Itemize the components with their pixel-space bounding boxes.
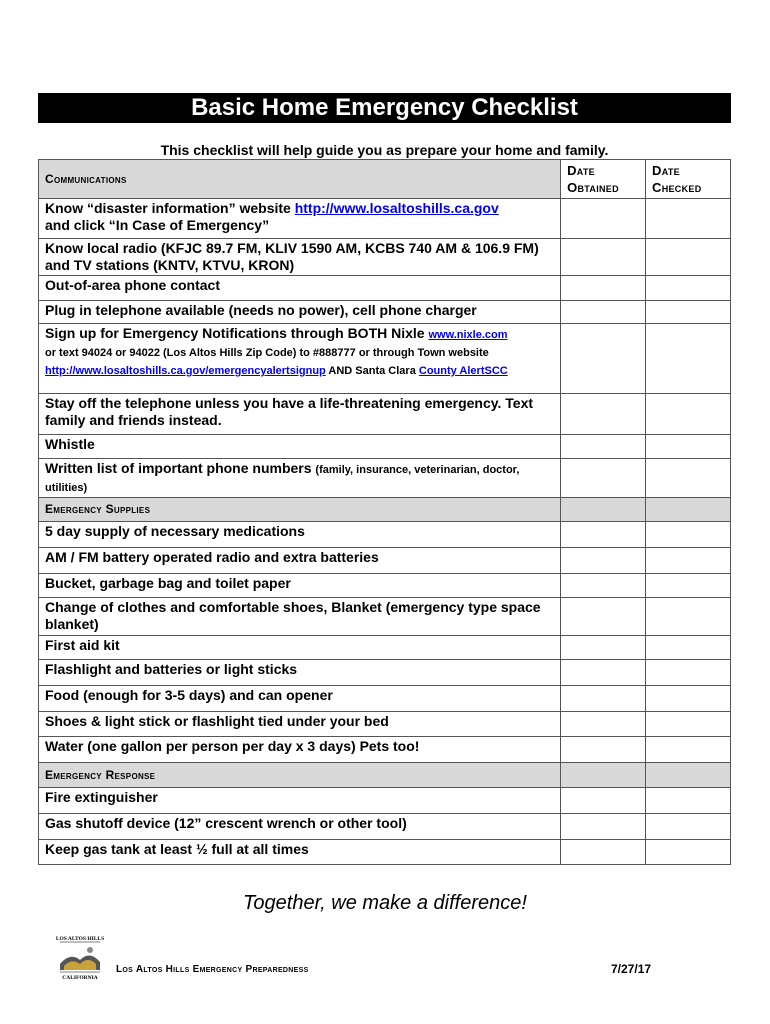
table-row — [39, 548, 731, 574]
table-row — [39, 276, 731, 301]
item-text: Change of clothes and comfortable shoes, Blanket (emergency type space blanket) — [39, 598, 561, 636]
page-title: Basic Home Emergency Checklist — [38, 93, 731, 123]
item-text: Water (one gallon per person per day x 3 days) Pets too! — [39, 737, 561, 763]
date-checked-cell[interactable] — [646, 598, 731, 636]
table-row — [39, 574, 731, 598]
item-text: Sign up for Emergency Notifications through BOTH Nixle www.nixle.com or text 94024 or 94022 (Los Altos Hills Zip Code) to #888777 or through Town website http://www.losaltoshills.ca.gov/emergencyalertsignup AND Santa Clara County AlertSCC — [39, 324, 561, 394]
table-row — [39, 737, 731, 763]
date-obtained-cell[interactable] — [561, 301, 646, 324]
section-label: Communications — [39, 160, 561, 199]
table-row — [39, 394, 731, 435]
town-seal-icon — [56, 934, 104, 982]
date-obtained-cell[interactable] — [561, 394, 646, 435]
date-obtained-cell[interactable] — [561, 598, 646, 636]
alertscc-link[interactable]: County AlertSCC — [418, 365, 508, 377]
date-checked-cell[interactable] — [646, 394, 731, 435]
date-obtained-cell[interactable] — [561, 814, 646, 840]
date-obtained-cell[interactable] — [561, 276, 646, 301]
footer-date: 7/27/17 — [611, 962, 652, 976]
item-text: Fire extinguisher — [39, 788, 561, 814]
date-checked-cell[interactable] — [646, 636, 731, 660]
date-checked-cell[interactable] — [646, 522, 731, 548]
svg-text:CALIFORNIA: CALIFORNIA — [62, 975, 98, 981]
date-obtained-header: Date Obtained — [561, 160, 646, 199]
date-obtained-cell[interactable] — [561, 239, 646, 276]
date-checked-cell[interactable] — [646, 574, 731, 598]
date-checked-cell[interactable] — [646, 737, 731, 763]
date-checked-cell[interactable] — [646, 660, 731, 686]
section-label: Emergency Supplies — [39, 498, 561, 522]
date-obtained-cell[interactable] — [561, 548, 646, 574]
date-obtained-cell[interactable] — [561, 522, 646, 548]
item-text: Food (enough for 3-5 days) and can opener — [39, 686, 561, 712]
item-text: Whistle — [39, 435, 561, 459]
item-text: Flashlight and batteries or light sticks — [39, 660, 561, 686]
date-checked-cell[interactable] — [646, 276, 731, 301]
svg-text:LOS ALTOS HILLS: LOS ALTOS HILLS — [56, 936, 104, 942]
item-text: Know “disaster information” website http://www.losaltoshills.ca.gov and click “In Case of Emergency” — [39, 199, 561, 239]
date-checked-cell[interactable] — [646, 239, 731, 276]
date-obtained-cell[interactable] — [561, 459, 646, 498]
footer-organization: Los Altos Hills Emergency Preparedness — [116, 964, 309, 975]
item-text: Plug in telephone available (needs no power), cell phone charger — [39, 301, 561, 324]
date-checked-cell[interactable] — [646, 840, 731, 865]
item-text: Keep gas tank at least ½ full at all times — [39, 840, 561, 865]
nixle-link[interactable]: www.nixle.com — [428, 329, 508, 341]
date-obtained-cell[interactable] — [561, 686, 646, 712]
date-checked-cell[interactable] — [646, 788, 731, 814]
item-text: First aid kit — [39, 636, 561, 660]
date-obtained-cell[interactable] — [561, 574, 646, 598]
item-text: Bucket, garbage bag and toilet paper — [39, 574, 561, 598]
item-text: Stay off the telephone unless you have a life-threatening emergency. Text family and friends instead. — [39, 394, 561, 435]
table-row — [39, 459, 731, 498]
alert-signup-link[interactable]: http://www.losaltoshills.ca.gov/emergencyalertsignup — [45, 365, 326, 377]
item-text: 5 day supply of necessary medications — [39, 522, 561, 548]
item-text: Out-of-area phone contact — [39, 276, 561, 301]
item-text: Written list of important phone numbers (family, insurance, veterinarian, doctor, utilities) — [39, 459, 561, 498]
date-checked-cell[interactable] — [646, 324, 731, 394]
date-checked-header: Date Checked — [646, 160, 731, 199]
section-header-supplies — [39, 498, 731, 522]
date-obtained-cell[interactable] — [561, 840, 646, 865]
date-checked-cell[interactable] — [646, 548, 731, 574]
website-link[interactable]: http://www.losaltoshills.ca.gov — [294, 200, 499, 216]
date-checked-cell[interactable] — [646, 686, 731, 712]
item-text: Gas shutoff device (12” crescent wrench or other tool) — [39, 814, 561, 840]
item-text: AM / FM battery operated radio and extra batteries — [39, 548, 561, 574]
table-row — [39, 686, 731, 712]
date-obtained-cell[interactable] — [561, 324, 646, 394]
date-checked-cell[interactable] — [646, 814, 731, 840]
checklist-table — [38, 159, 731, 865]
date-obtained-cell[interactable] — [561, 660, 646, 686]
date-checked-cell[interactable] — [646, 301, 731, 324]
section-header-communications — [39, 160, 731, 199]
item-text: Shoes & light stick or flashlight tied under your bed — [39, 712, 561, 737]
date-checked-cell[interactable] — [646, 435, 731, 459]
table-row — [39, 522, 731, 548]
table-row — [39, 598, 731, 636]
section-label: Emergency Response — [39, 763, 561, 788]
table-row — [39, 636, 731, 660]
table-row — [39, 324, 731, 394]
table-row — [39, 301, 731, 324]
table-row — [39, 840, 731, 865]
date-checked-cell[interactable] — [646, 712, 731, 737]
table-row — [39, 199, 731, 239]
date-obtained-cell[interactable] — [561, 199, 646, 239]
slogan: Together, we make a difference! — [243, 892, 527, 914]
table-row — [39, 660, 731, 686]
table-row — [39, 788, 731, 814]
date-obtained-cell[interactable] — [561, 737, 646, 763]
subtitle: This checklist will help guide you as prepare your home and family. — [160, 142, 609, 158]
table-row — [39, 435, 731, 459]
table-row — [39, 239, 731, 276]
item-text: Know local radio (KFJC 89.7 FM, KLIV 1590 AM, KCBS 740 AM & 106.9 FM) and TV stations (KNTV, KTVU, KRON) — [39, 239, 561, 276]
date-obtained-cell[interactable] — [561, 788, 646, 814]
date-checked-cell[interactable] — [646, 459, 731, 498]
section-header-response — [39, 763, 731, 788]
table-row — [39, 712, 731, 737]
table-row — [39, 814, 731, 840]
date-obtained-cell[interactable] — [561, 712, 646, 737]
date-obtained-cell[interactable] — [561, 636, 646, 660]
date-obtained-cell[interactable] — [561, 435, 646, 459]
date-checked-cell[interactable] — [646, 199, 731, 239]
